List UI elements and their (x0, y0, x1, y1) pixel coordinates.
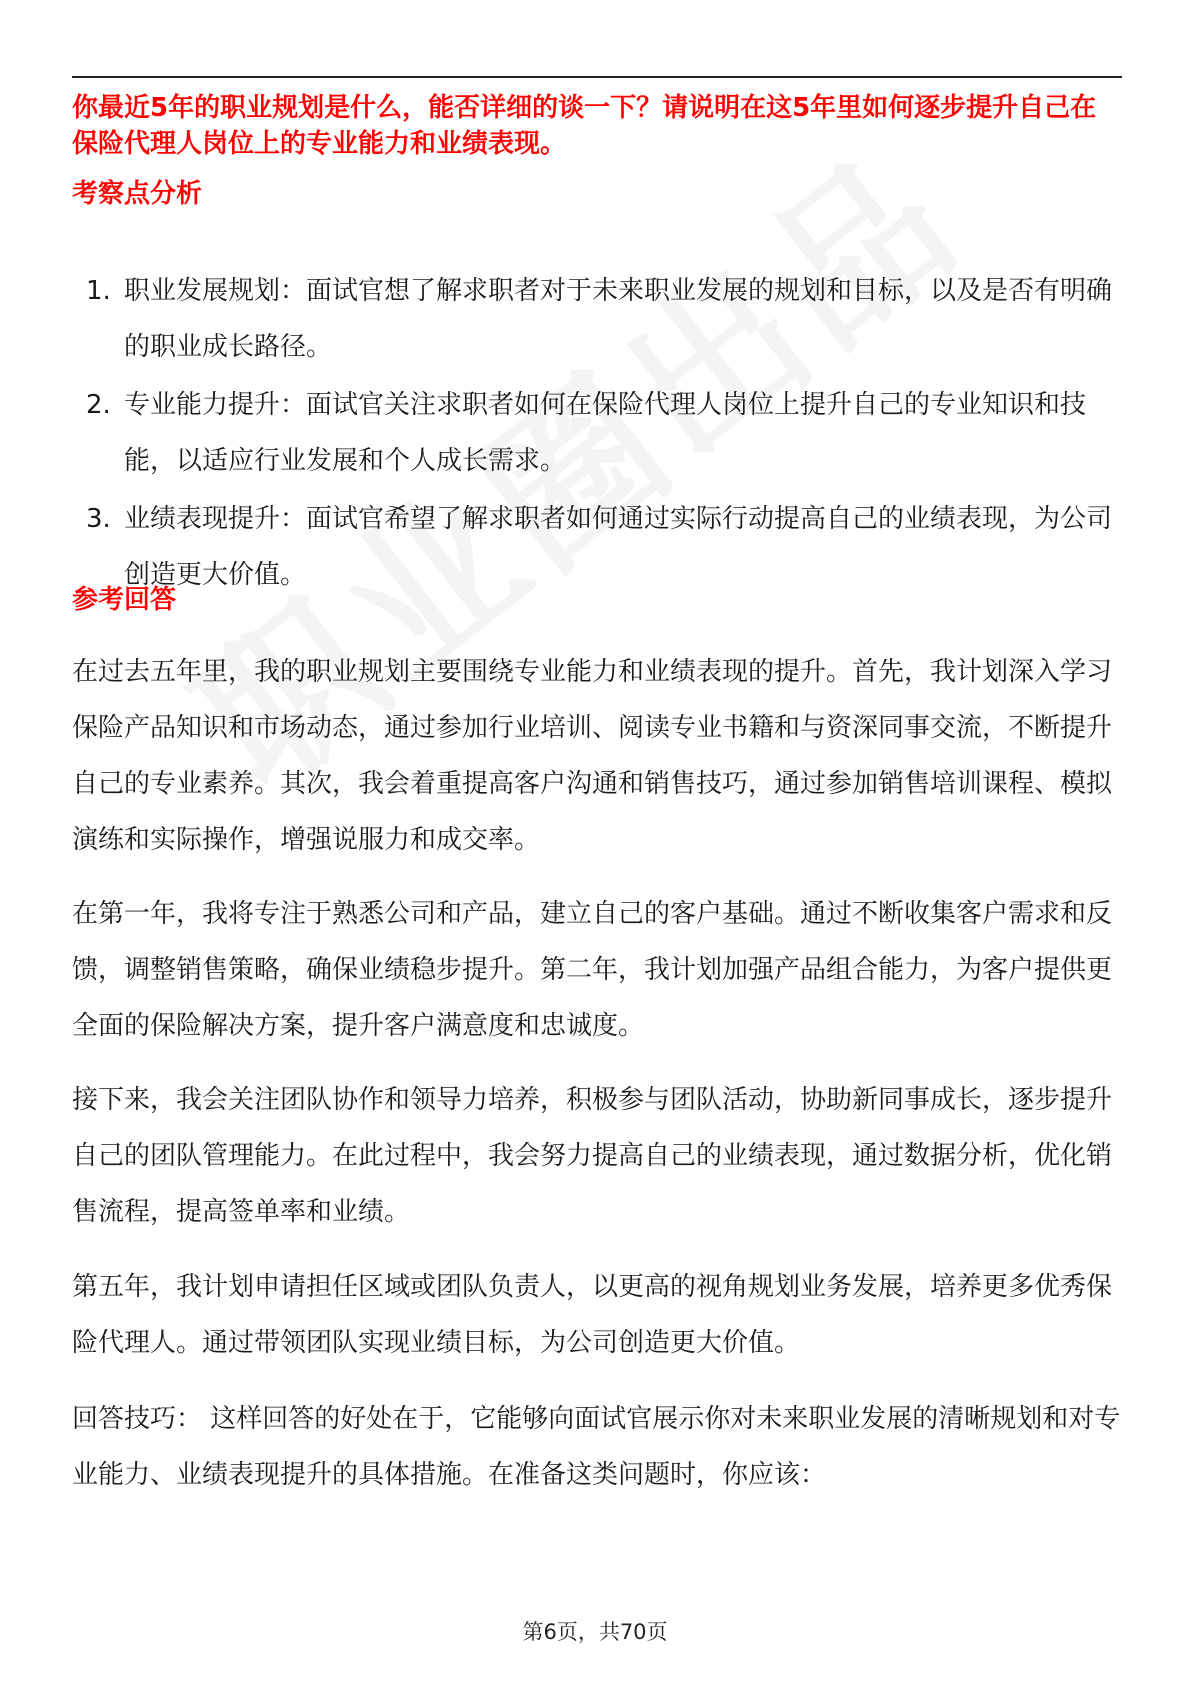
document-page (72, 0, 1122, 1684)
list-item-text: 业绩表现提升：面试官希望了解求职者如何通过实际行动提高自己的业绩表现，为公司创造更大价值。 (124, 504, 1113, 590)
tips-paragraph: 回答技巧： 这样回答的好处在于，它能够向面试官展示你对未来职业发展的清晰规划和对专业能力、业绩表现提升的具体措施。在准备这类问题时，你应该： (72, 1404, 1121, 1490)
answer-paragraph-2: 在第一年，我将专注于熟悉公司和产品，建立自己的客户基础。通过不断收集客户需求和反馈，调整销售策略，确保业绩稳步提升。第二年，我计划加强产品组合能力，为客户提供更全面的保险解决方案，提升客户满意度和忠诚度。 (72, 899, 1113, 1041)
list-item-text: 职业发展规划：面试官想了解求职者对于未来职业发展的规划和目标，以及是否有明确的职业成长路径。 (124, 276, 1113, 362)
analysis-heading: 考察点分析 (72, 179, 203, 209)
list-item (72, 263, 1122, 375)
answer-paragraph-3: 接下来，我会关注团队协作和领导力培养，积极参与团队活动，协助新同事成长，逐步提升自己的团队管理能力。在此过程中，我会努力提高自己的业绩表现，通过数据分析，优化销售流程，提高签单率和业绩。 (72, 1085, 1113, 1227)
list-item (72, 491, 1122, 603)
answer-paragraph-1: 在过去五年里，我的职业规划主要围绕专业能力和业绩表现的提升。首先，我计划深入学习保险产品知识和市场动态，通过参加行业培训、阅读专业书籍和与资深同事交流，不断提升自己的专业素养。其次，我会着重提高客户沟通和销售技巧，通过参加销售培训课程、模拟演练和实际操作，增强说服力和成交率。 (72, 657, 1113, 855)
list-number: 1. (86, 276, 111, 306)
answer-heading: 参考回答 (72, 585, 177, 615)
list-item-text: 专业能力提升：面试官关注求职者如何在保险代理人岗位上提升自己的专业知识和技能，以适应行业发展和个人成长需求。 (124, 390, 1087, 476)
list-number: 3. (86, 504, 111, 534)
list-item (72, 377, 1122, 489)
header-rule (72, 76, 1122, 78)
answer-paragraph-4: 第五年，我计划申请担任区域或团队负责人，以更高的视角规划业务发展，培养更多优秀保险代理人。通过带领团队实现业绩目标，为公司创造更大价值。 (72, 1272, 1113, 1358)
question-text: 你最近5年的职业规划是什么，能否详细的谈一下？请说明在这5年里如何逐步提升自己在保险代理人岗位上的专业能力和业绩表现。 (72, 93, 1097, 159)
analysis-list (72, 263, 1122, 605)
list-number: 2. (86, 390, 111, 420)
page-footer: 第6页，共70页 (522, 1620, 668, 1644)
